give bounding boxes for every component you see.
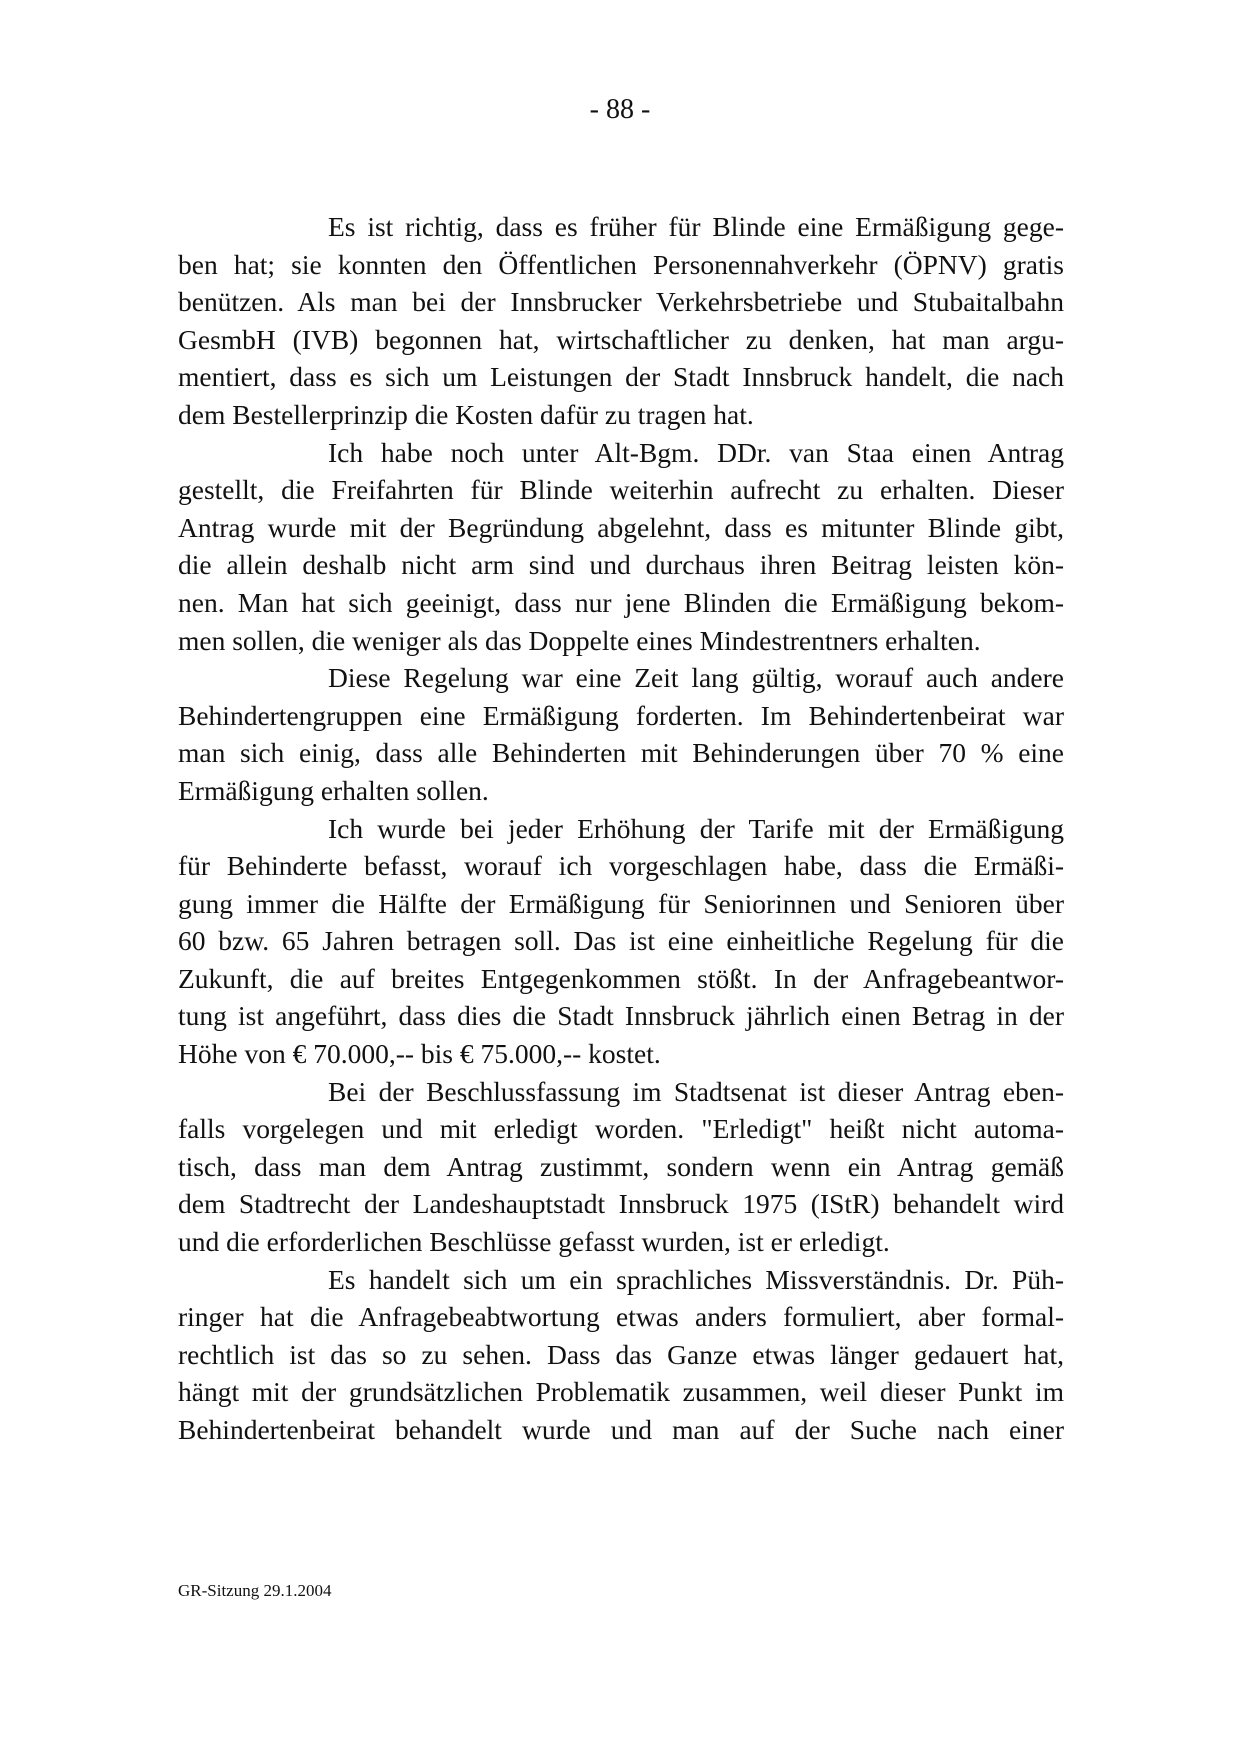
text-line: nen. Man hat sich geeinigt, dass nur jene Blinden die Ermäßigung bekom- [178,586,1064,618]
text-line: falls vorgelegen und mit erledigt worden. "Erledigt" heißt nicht automa- [178,1113,1064,1145]
text-line: Ich wurde bei jeder Erhöhung der Tarife mit der Ermäßigung [328,812,1064,844]
text-line: Zukunft, die auf breites Entgegenkommen stößt. In der Anfragebeantwor- [178,962,1064,994]
footer-session-date: GR-Sitzung 29.1.2004 [178,1581,332,1600]
page-number: - 88 - [589,94,651,125]
text-line: Ermäßigung erhalten sollen. [178,774,489,806]
text-line: und die erforderlichen Beschlüsse gefasst wurden, ist er erledigt. [178,1226,890,1258]
text-line: dem Bestellerprinzip die Kosten dafür zu tragen hat. [178,398,754,430]
text-line: hängt mit der grundsätzlichen Problematik zusammen, weil dieser Punkt im [178,1376,1064,1408]
text-line: Antrag wurde mit der Begründung abgelehnt, dass es mitunter Blinde gibt, [178,511,1064,543]
text-line: GesmbH (IVB) begonnen hat, wirtschaftlicher zu denken, hat man argu- [178,323,1064,355]
body-text [178,208,1064,1449]
text-line: ringer hat die Anfragebeabtwortung etwas anders formuliert, aber formal- [178,1301,1064,1333]
text-line: men sollen, die weniger als das Doppelte eines Mindestrentners erhalten. [178,624,981,656]
text-line: Bei der Beschlussfassung im Stadtsenat ist dieser Antrag eben- [328,1075,1064,1107]
text-line: tisch, dass man dem Antrag zustimmt, sondern wenn ein Antrag gemäß [178,1150,1064,1182]
text-line: Ich habe noch unter Alt-Bgm. DDr. van Staa einen Antrag [328,436,1064,468]
text-line: 60 bzw. 65 Jahren betragen soll. Das ist eine einheitliche Regelung für die [178,925,1064,957]
text-line: Behindertengruppen eine Ermäßigung forderten. Im Behindertenbeirat war [178,699,1064,731]
text-line: rechtlich ist das so zu sehen. Dass das Ganze etwas länger gedauert hat, [178,1338,1064,1370]
text-line: Behindertenbeirat behandelt wurde und man auf der Suche nach einer [178,1414,1064,1445]
text-line: Es ist richtig, dass es früher für Blinde eine Ermäßigung gege- [328,211,1064,242]
text-line: dem Stadtrecht der Landeshauptstadt Innsbruck 1975 (IStR) behandelt wird [178,1188,1064,1220]
text-line: benützen. Als man bei der Innsbrucker Verkehrsbetriebe und Stubaitalbahn [178,286,1064,318]
text-line: ben hat; sie konnten den Öffentlichen Personennahverkehr (ÖPNV) gratis [178,248,1064,280]
text-line: gung immer die Hälfte der Ermäßigung für Seniorinnen und Senioren über [178,887,1064,919]
text-line: mentiert, dass es sich um Leistungen der Stadt Innsbruck handelt, die nach [178,361,1064,393]
text-line: gestellt, die Freifahrten für Blinde weiterhin aufrecht zu erhalten. Dieser [178,474,1064,506]
text-line: die allein deshalb nicht arm sind und durchaus ihren Beitrag leisten kön- [178,549,1064,581]
text-line: Höhe von € 70.000,-- bis € 75.000,-- kostet. [178,1038,661,1070]
text-line: Diese Regelung war eine Zeit lang gültig, worauf auch andere [328,662,1064,694]
text-line: man sich einig, dass alle Behinderten mit Behinderungen über 70 % eine [178,737,1064,769]
text-line: für Behinderte befasst, worauf ich vorgeschlagen habe, dass die Ermäßi- [178,850,1064,882]
text-line: Es handelt sich um ein sprachliches Missverständnis. Dr. Püh- [328,1263,1064,1295]
text-line: tung ist angeführt, dass dies die Stadt Innsbruck jährlich einen Betrag in der [178,1000,1064,1032]
